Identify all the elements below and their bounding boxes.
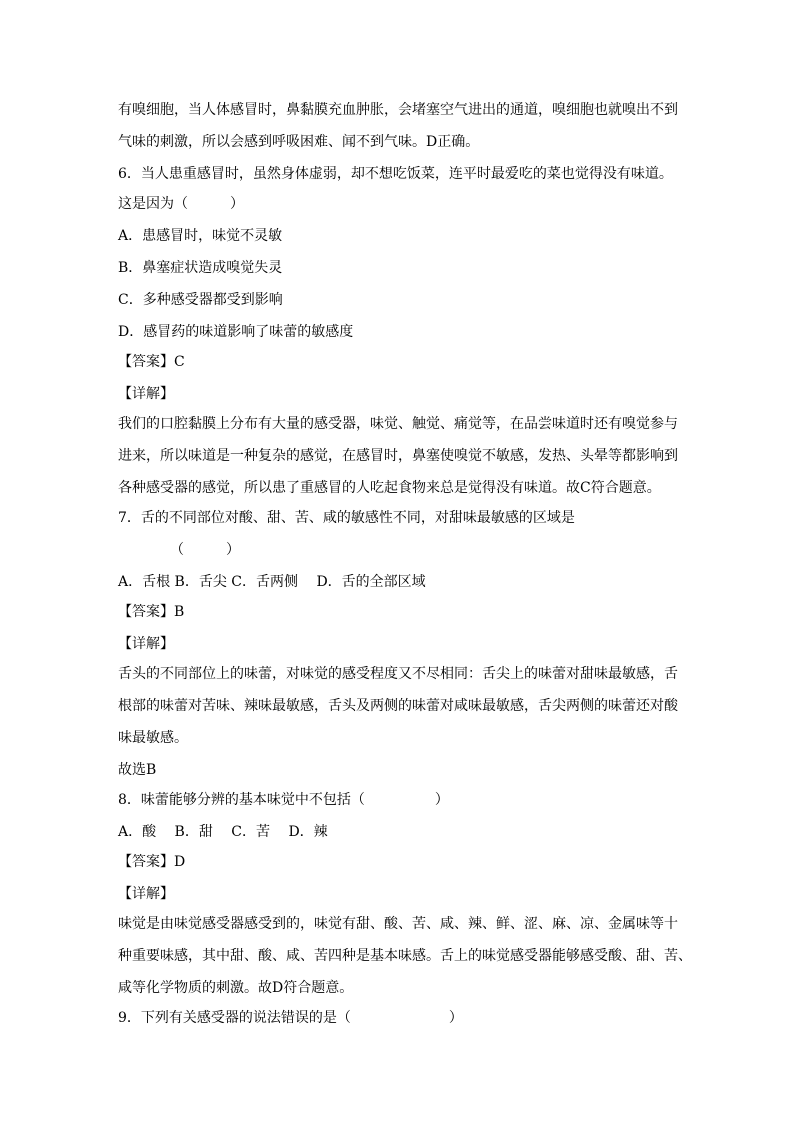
question-7-blank: （ ） <box>170 542 240 558</box>
question-7-options: A．舌根 B．舌尖 C．舌两侧 D．舌的全部区域 <box>118 574 426 590</box>
question-6-option-c: C．多种感受器都受到影响 <box>118 292 283 308</box>
answer-label: 【答案】C <box>118 354 185 370</box>
detail-label: 【详解】 <box>118 386 174 402</box>
explanation-line: 各种感受器的感觉，所以患了重感冒的人吃起食物来总是觉得没有味道。故C符合题意。 <box>118 480 661 496</box>
question-6-stem: 6．当人患重感冒时，虽然身体虚弱，却不想吃饭菜，连平时最爱吃的菜也觉得没有味道。 <box>118 166 673 182</box>
explanation-line: 味觉是由味觉感受器感受到的，味觉有甜、酸、苦、咸、辣、鲜、涩、麻、凉、金属味等十 <box>118 916 678 932</box>
explanation-line: 根部的味蕾对苦味、辣味最敏感，舌头及两侧的味蕾对咸味最敏感，舌尖两侧的味蕾还对酸 <box>118 698 678 714</box>
question-8-options: A．酸 B．甜 C．苦 D．辣 <box>118 824 328 840</box>
question-9-stem: 9．下列有关感受器的说法错误的是（ ） <box>118 1010 463 1026</box>
answer-label: 【答案】B <box>118 604 185 620</box>
text-line: 有嗅细胞，当人体感冒时，鼻黏膜充血肿胀，会堵塞空气进出的通道，嗅细胞也就嗅出不到 <box>118 102 678 118</box>
explanation-line: 味最敏感。 <box>118 730 188 746</box>
explanation-line: 咸等化学物质的刺激。故D符合题意。 <box>118 980 354 996</box>
answer-label: 【答案】D <box>118 854 186 870</box>
question-6-option-d: D．感冒药的味道影响了味蕾的敏感度 <box>118 324 354 340</box>
question-8-stem: 8．味蕾能够分辨的基本味觉中不包括（ ） <box>118 792 449 808</box>
text-line: 气味的刺激，所以会感到呼吸困难、闻不到气味。D正确。 <box>118 134 480 150</box>
conclusion-line: 故选B <box>118 762 157 778</box>
explanation-line: 我们的口腔黏膜上分布有大量的感受器，味觉、触觉、痛觉等，在品尝味道时还有嗅觉参与 <box>118 416 678 432</box>
question-6-stem-cont: 这是因为（ ） <box>118 196 244 212</box>
detail-label: 【详解】 <box>118 886 174 902</box>
question-6-option-b: B．鼻塞症状造成嗅觉失灵 <box>118 260 283 276</box>
question-7-stem: 7．舌的不同部位对酸、甜、苦、咸的敏感性不同，对甜味最敏感的区域是 <box>118 510 575 526</box>
explanation-line: 进来，所以味道是一种复杂的感觉，在感冒时，鼻塞使嗅觉不敏感，发热、头晕等都影响到 <box>118 448 678 464</box>
explanation-line: 种重要味感，其中甜、酸、咸、苦四种是基本味感。舌上的味觉感受器能够感受酸、甜、苦、 <box>118 948 692 964</box>
explanation-line: 舌头的不同部位上的味蕾，对味觉的感受程度又不尽相同：舌尖上的味蕾对甜味最敏感，舌 <box>118 666 678 682</box>
question-6-option-a: A．患感冒时，味觉不灵敏 <box>118 228 283 244</box>
detail-label: 【详解】 <box>118 636 174 652</box>
